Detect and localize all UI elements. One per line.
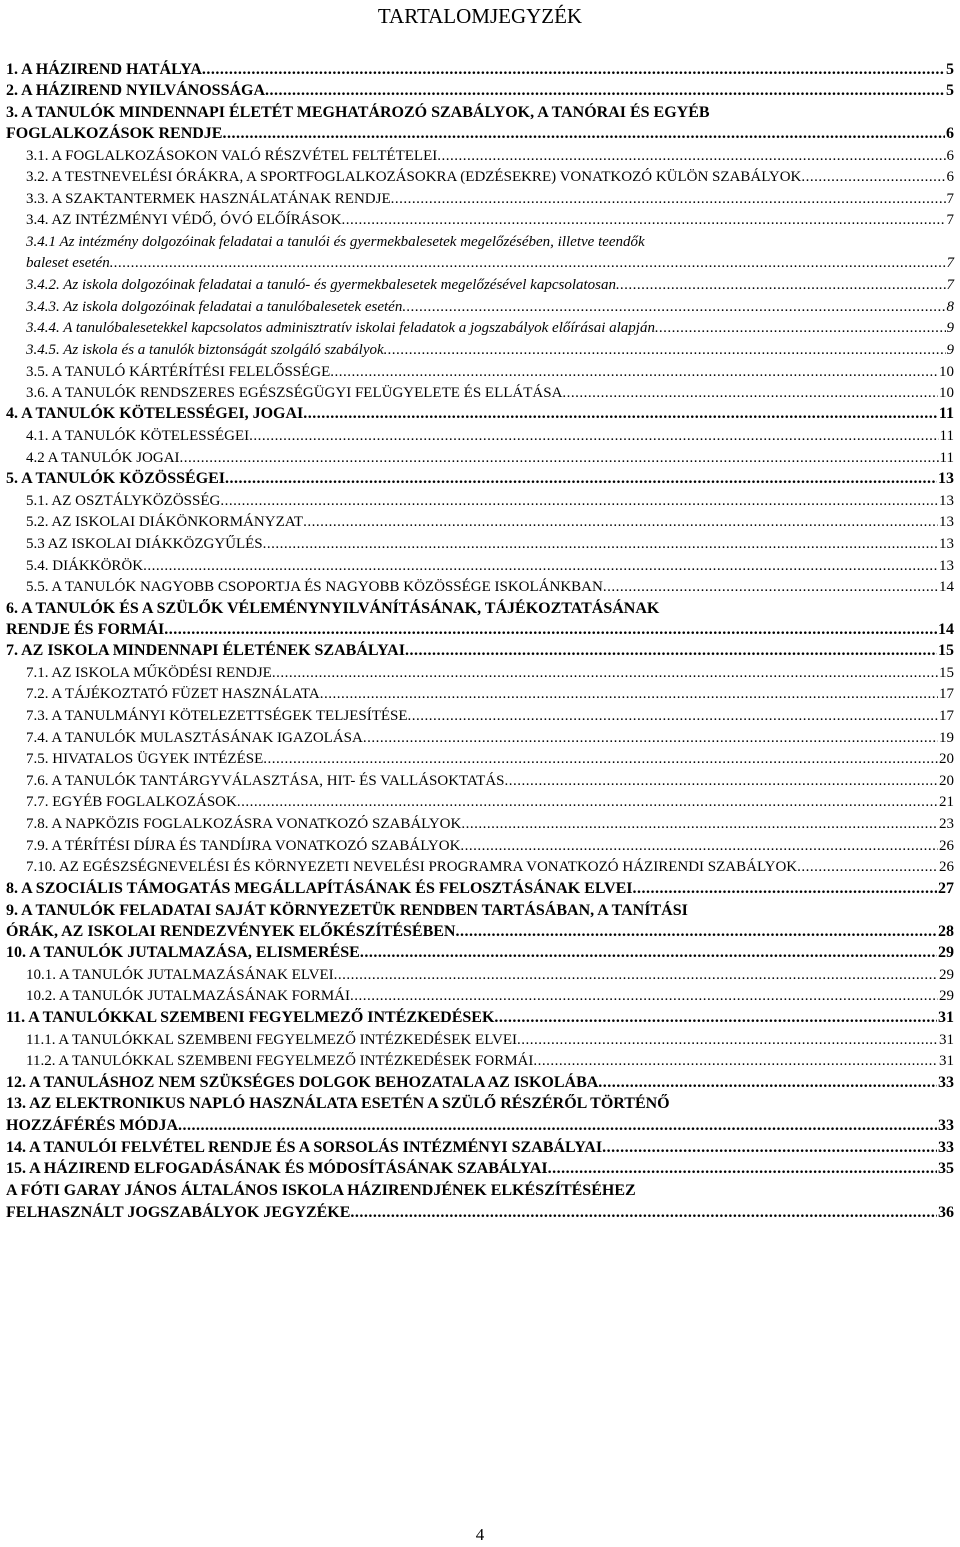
toc-leader-dots xyxy=(263,534,938,554)
toc-entry-label: 4.1. A TANULÓK KÖTELESSÉGEI xyxy=(26,428,250,444)
toc-entry-page: 7 xyxy=(946,212,954,228)
toc-entry-label: 5.5. A TANULÓK NAGYOBB CSOPORTJA ÉS NAGYOBB KÖZÖSSÉGE ISKOLÁNKBAN xyxy=(26,579,603,595)
toc-entry[interactable] xyxy=(26,534,954,554)
toc-entry-page: 27 xyxy=(938,880,954,897)
toc-entry-page: 11 xyxy=(939,428,954,444)
toc-leader-dots xyxy=(598,1073,937,1093)
toc-entry-label: 3.4.4. A tanulóbalesetekkel kapcsolatos adminisztratív iskolai feladatok a jogszabályok előírásai alapján xyxy=(26,320,655,336)
toc-leader-dots xyxy=(143,556,938,576)
toc-entry[interactable] xyxy=(6,1116,954,1136)
toc-entry-label: 3.4.3. Az iskola dolgozóinak feladatai a tanulóbalesetek esetén xyxy=(26,299,403,315)
toc-entry-page: 13 xyxy=(939,558,954,574)
toc-entry[interactable] xyxy=(6,1073,954,1093)
toc-entry-page: 36 xyxy=(938,1204,954,1221)
toc-entry-page: 21 xyxy=(939,794,954,810)
toc-entry-label: 2. A HÁZIREND NYILVÁNOSSÁGA xyxy=(6,82,266,99)
toc-entry[interactable] xyxy=(26,836,954,856)
toc-leader-dots xyxy=(334,965,938,985)
toc-entry-label: 7.9. A TÉRÍTÉSI DÍJRA ÉS TANDÍJRA VONATKOZÓ SZABÁLYOK xyxy=(26,838,461,854)
toc-leader-dots xyxy=(164,620,937,640)
toc-leader-dots xyxy=(616,275,945,295)
toc-entry[interactable] xyxy=(6,1008,954,1028)
toc-leader-dots xyxy=(602,1138,937,1158)
toc-entry-page: 6 xyxy=(946,148,954,164)
toc-entry[interactable] xyxy=(26,771,954,791)
toc-leader-dots xyxy=(797,857,938,877)
toc-leader-dots xyxy=(303,404,938,424)
toc-leader-dots xyxy=(655,318,946,338)
toc-entry[interactable] xyxy=(26,749,954,769)
toc-entry[interactable] xyxy=(26,362,954,382)
toc-entry-label: 7.5. HIVATALOS ÜGYEK INTÉZÉSE xyxy=(26,751,264,767)
toc-entry[interactable] xyxy=(26,1051,954,1071)
toc-entry[interactable] xyxy=(26,146,954,166)
toc-entry[interactable] xyxy=(26,577,954,597)
toc-entry-label: 12. A TANULÁSHOZ NEM SZÜKSÉGES DOLGOK BEHOZATALA AZ ISKOLÁBA xyxy=(6,1074,599,1091)
toc-entry[interactable] xyxy=(6,404,954,424)
toc-entry-page: 14 xyxy=(939,579,954,595)
toc-leader-dots xyxy=(384,340,946,360)
page-number: 4 xyxy=(475,1525,485,1544)
toc-entry-label: 7.6. A TANULÓK TANTÁRGYVÁLASZTÁSA, HIT- ÉS VALLÁSOKTATÁS xyxy=(26,773,505,789)
toc-entry-label: 5.2. AZ ISKOLAI DIÁKÖNKORMÁNYZAT xyxy=(26,514,304,530)
toc-entry[interactable] xyxy=(26,426,954,446)
toc-entry[interactable] xyxy=(26,512,954,532)
toc-entry-page: 29 xyxy=(939,988,954,1004)
toc-entry-label: 5. A TANULÓK KÖZÖSSÉGEI xyxy=(6,470,226,487)
toc-entry-page: 6 xyxy=(946,169,954,185)
toc-entry-page: 29 xyxy=(938,944,954,961)
toc-entry[interactable] xyxy=(6,922,954,942)
toc-entry-page: 9 xyxy=(946,320,954,336)
toc-entry-label: 10.2. A TANULÓK JUTALMAZÁSÁNAK FORMÁI xyxy=(26,988,351,1004)
toc-entry-label: 14. A TANULÓI FELVÉTEL RENDJE ÉS A SORSOLÁS INTÉZMÉNYI SZABÁLYAI xyxy=(6,1139,603,1156)
toc-leader-dots xyxy=(330,362,938,382)
toc-entry-label: 7.4. A TANULÓK MULASZTÁSÁNAK IGAZOLÁSA xyxy=(26,730,363,746)
toc-entry-page: 7 xyxy=(946,277,954,293)
toc-entry-page: 31 xyxy=(939,1053,954,1069)
toc-leader-dots xyxy=(249,426,938,446)
toc-entry-page: 13 xyxy=(939,493,954,509)
toc-leader-dots xyxy=(363,728,938,748)
toc-entry[interactable] xyxy=(26,189,954,209)
toc-entry-page: 11 xyxy=(939,450,954,466)
toc-entry-label: FOGLALKOZÁSOK RENDJE xyxy=(6,125,223,142)
toc-entry-page: 10 xyxy=(939,364,954,380)
toc-entry-label: RENDJE ÉS FORMÁI xyxy=(6,621,165,638)
toc-entry[interactable] xyxy=(26,684,954,704)
toc-entry-heading[interactable]: 13. AZ ELEKTRONIKUS NAPLÓ HASZNÁLATA ESETÉN A SZÜLŐ RÉSZÉRŐL TÖRTÉNŐ xyxy=(6,1095,670,1112)
toc-leader-dots xyxy=(548,1159,937,1179)
toc-entry-page: 20 xyxy=(939,773,954,789)
toc-entry-heading[interactable]: 3.4.1 Az intézmény dolgozóinak feladatai a tanulói és gyermekbalesetek megelőzésében, illetve teendők xyxy=(26,234,645,250)
toc-entry-label: 5.1. AZ OSZTÁLYKÖZÖSSÉG xyxy=(26,493,221,509)
toc-entry-page: 13 xyxy=(939,514,954,530)
toc-leader-dots xyxy=(350,1203,937,1223)
toc-entry-label: 5.3 AZ ISKOLAI DIÁKKÖZGYŰLÉS xyxy=(26,536,263,552)
toc-leader-dots xyxy=(408,706,938,726)
toc-leader-dots xyxy=(225,469,937,489)
toc-entry-label: 3.4.2. Az iskola dolgozóinak feladatai a tanuló- és gyermekbalesetek megelőzésével kapcsolatosan xyxy=(26,277,617,293)
toc-entry-heading[interactable]: 9. A TANULÓK FELADATAI SAJÁT KÖRNYEZETÜK RENDBEN TARTÁSÁBAN, A TANÍTÁSI xyxy=(6,902,688,919)
toc-leader-dots xyxy=(178,1116,937,1136)
toc-entry-label: 7.1. AZ ISKOLA MŰKÖDÉSI RENDJE xyxy=(26,665,272,681)
toc-leader-dots xyxy=(110,253,946,273)
toc-entry-label: 7.8. A NAPKÖZIS FOGLALKOZÁSRA VONATKOZÓ SZABÁLYOK xyxy=(26,816,462,832)
toc-entry-page: 26 xyxy=(939,859,954,875)
toc-leader-dots xyxy=(455,922,937,942)
toc-leader-dots xyxy=(237,792,938,812)
toc-entry-page: 11 xyxy=(938,405,954,422)
toc-leader-dots xyxy=(801,167,945,187)
toc-entry[interactable] xyxy=(6,1203,954,1223)
toc-entry-page: 33 xyxy=(938,1117,954,1134)
toc-entry[interactable] xyxy=(26,253,954,273)
toc-entry-label: 3.4.5. Az iskola és a tanulók biztonságát szolgáló szabályok xyxy=(26,342,384,358)
toc-entry-heading[interactable]: A FÓTI GARAY JÁNOS ÁLTALÁNOS ISKOLA HÁZIRENDJÉNEK ELKÉSZÍTÉSÉHEZ xyxy=(6,1182,636,1199)
toc-entry[interactable] xyxy=(26,1030,954,1050)
toc-leader-dots xyxy=(342,210,946,230)
page-title: TARTALOMJEGYZÉK xyxy=(377,4,583,28)
toc-entry-label: baleset esetén xyxy=(26,255,110,271)
toc-entry-page: 10 xyxy=(939,385,954,401)
toc-entry-label: 10. A TANULÓK JUTALMAZÁSA, ELISMERÉSE xyxy=(6,944,360,961)
toc-entry-label: 4. A TANULÓK KÖTELESSÉGEI, JOGAI xyxy=(6,405,304,422)
toc-entry-page: 7 xyxy=(946,255,954,271)
toc-leader-dots xyxy=(202,60,945,80)
toc-entry-page: 31 xyxy=(938,1009,954,1026)
toc-leader-dots xyxy=(265,81,945,101)
toc-entry[interactable] xyxy=(26,318,954,338)
toc-entry-page: 33 xyxy=(938,1139,954,1156)
toc-entry[interactable] xyxy=(6,1138,954,1158)
toc-entry-label: 11.2. A TANULÓKKAL SZEMBENI FEGYELMEZŐ INTÉZKEDÉSEK FORMÁI xyxy=(26,1053,534,1069)
toc-entry-heading[interactable]: 6. A TANULÓK ÉS A SZÜLŐK VÉLEMÉNYNYILVÁNÍTÁSÁNAK, TÁJÉKOZTATÁSÁNAK xyxy=(6,600,660,617)
toc-entry-page: 8 xyxy=(946,299,954,315)
toc-entry[interactable] xyxy=(6,1159,954,1179)
toc-entry-label: 11. A TANULÓKKAL SZEMBENI FEGYELMEZŐ INTÉZKEDÉSEK xyxy=(6,1009,495,1026)
toc-entry[interactable] xyxy=(26,167,954,187)
toc-leader-dots xyxy=(603,577,938,597)
toc-entry-label: 7.3. A TANULMÁNYI KÖTELEZETTSÉGEK TELJESÍTÉSE xyxy=(26,708,408,724)
toc-entry-label: 4.2 A TANULÓK JOGAI xyxy=(26,450,180,466)
toc-entry-page: 20 xyxy=(939,751,954,767)
toc-entry-label: 15. A HÁZIREND ELFOGADÁSÁNAK ÉS MÓDOSÍTÁSÁNAK SZABÁLYAI xyxy=(6,1160,548,1177)
toc-entry-label: 5.4. DIÁKKÖRÖK xyxy=(26,558,144,574)
toc-entry-label: 11.1. A TANULÓKKAL SZEMBENI FEGYELMEZŐ INTÉZKEDÉSEK ELVEI xyxy=(26,1032,517,1048)
toc-leader-dots xyxy=(303,512,938,532)
toc-entry-page: 35 xyxy=(938,1160,954,1177)
toc-entry-label: 7.7. EGYÉB FOGLALKOZÁSOK xyxy=(26,794,237,810)
toc-entry-page: 15 xyxy=(939,665,954,681)
toc-entry-label: ÓRÁK, AZ ISKOLAI RENDEZVÉNYEK ELŐKÉSZÍTÉSÉBEN xyxy=(6,923,456,940)
toc-entry[interactable] xyxy=(26,663,954,683)
toc-entry-label: 3.2. A TESTNEVELÉSI ÓRÁKRA, A SPORTFOGLALKOZÁSOKRA (EDZÉSEKRE) VONATKOZÓ KÜLÖN SZABÁLYOK xyxy=(26,169,802,185)
toc-entry-page: 5 xyxy=(946,61,954,78)
toc-entry-page: 26 xyxy=(939,838,954,854)
toc-entry-label: 10.1. A TANULÓK JUTALMAZÁSÁNAK ELVEI xyxy=(26,967,334,983)
toc-entry-label: 1. A HÁZIREND HATÁLYA xyxy=(6,61,202,78)
toc-entry[interactable] xyxy=(6,641,954,661)
toc-entry-page: 9 xyxy=(946,342,954,358)
toc-entry-label: 7.2. A TÁJÉKOZTATÓ FÜZET HASZNÁLATA xyxy=(26,686,320,702)
toc-entry[interactable] xyxy=(26,383,954,403)
toc-leader-dots xyxy=(494,1008,937,1028)
toc-leader-dots xyxy=(272,663,938,683)
toc-entry[interactable] xyxy=(26,210,954,230)
toc-entry-page: 5 xyxy=(946,82,954,99)
toc-leader-dots xyxy=(461,814,938,834)
toc-entry[interactable] xyxy=(26,297,954,317)
toc-leader-dots xyxy=(360,943,937,963)
toc-entry-heading[interactable]: 3. A TANULÓK MINDENNAPI ÉLETÉT MEGHATÁROZÓ SZABÁLYOK, A TANÓRAI ÉS EGYÉB xyxy=(6,104,710,121)
toc-entry[interactable] xyxy=(6,124,954,144)
toc-leader-dots xyxy=(180,448,939,468)
toc-leader-dots xyxy=(437,146,945,166)
toc-entry[interactable] xyxy=(6,81,954,101)
toc-entry-label: FELHASZNÁLT JOGSZABÁLYOK JEGYZÉKE xyxy=(6,1204,351,1221)
toc-leader-dots xyxy=(405,641,937,661)
toc-entry[interactable] xyxy=(6,943,954,963)
toc-entry-page: 31 xyxy=(939,1032,954,1048)
toc-entry-page: 17 xyxy=(939,686,954,702)
toc-entry-page: 13 xyxy=(939,536,954,552)
toc-entry-label: HOZZÁFÉRÉS MÓDJA xyxy=(6,1117,179,1134)
toc-entry[interactable] xyxy=(6,60,954,80)
toc-entry-label: 3.4. AZ INTÉZMÉNYI VÉDŐ, ÓVÓ ELŐÍRÁSOK xyxy=(26,212,342,228)
toc-entry[interactable] xyxy=(26,728,954,748)
toc-entry[interactable] xyxy=(26,275,954,295)
toc-leader-dots xyxy=(402,297,945,317)
toc-entry[interactable] xyxy=(26,706,954,726)
toc-entry[interactable] xyxy=(26,556,954,576)
toc-entry-label: 7. AZ ISKOLA MINDENNAPI ÉLETÉNEK SZABÁLYAI xyxy=(6,642,405,659)
toc-entry-label: 7.10. AZ EGÉSZSÉGNEVELÉSI ÉS KÖRNYEZETI NEVELÉSI PROGRAMRA VONATKOZÓ HÁZIRENDI SZABÁLYOK xyxy=(26,859,798,875)
toc-entry[interactable] xyxy=(26,857,954,877)
toc-entry-page: 28 xyxy=(938,923,954,940)
toc-entry-page: 15 xyxy=(938,642,954,659)
toc-leader-dots xyxy=(222,124,945,144)
toc-entry[interactable] xyxy=(26,792,954,812)
toc-leader-dots xyxy=(320,684,938,704)
toc-entry-label: 3.3. A SZAKTANTERMEK HASZNÁLATÁNAK RENDJE xyxy=(26,191,391,207)
toc-entry-label: 3.5. A TANULÓ KÁRTÉRÍTÉSI FELELŐSSÉGE xyxy=(26,364,331,380)
toc-entry[interactable] xyxy=(26,965,954,985)
toc-leader-dots xyxy=(460,836,938,856)
toc-entry-page: 19 xyxy=(939,730,954,746)
toc-entry-page: 7 xyxy=(946,191,954,207)
toc-entry-label: 8. A SZOCIÁLIS TÁMOGATÁS MEGÁLLAPÍTÁSÁNAK ÉS FELOSZTÁSÁNAK ELVEI xyxy=(6,880,633,897)
toc-entry[interactable] xyxy=(26,448,954,468)
toc-leader-dots xyxy=(517,1030,938,1050)
toc-leader-dots xyxy=(562,383,938,403)
toc-entry-page: 29 xyxy=(939,967,954,983)
toc-entry-page: 13 xyxy=(938,470,954,487)
toc-leader-dots xyxy=(633,879,937,899)
toc-entry-label: 3.1. A FOGLALKOZÁSOKON VALÓ RÉSZVÉTEL FELTÉTELEI xyxy=(26,148,438,164)
toc-leader-dots xyxy=(350,986,938,1006)
toc-entry-page: 14 xyxy=(938,621,954,638)
toc-entry[interactable] xyxy=(26,986,954,1006)
toc-entry[interactable] xyxy=(6,879,954,899)
toc-entry-page: 17 xyxy=(939,708,954,724)
toc-entry-page: 6 xyxy=(946,125,954,142)
toc-entry[interactable] xyxy=(6,469,954,489)
toc-leader-dots xyxy=(391,189,946,209)
toc-entry[interactable] xyxy=(26,814,954,834)
toc-leader-dots xyxy=(263,749,938,769)
toc-leader-dots xyxy=(533,1051,938,1071)
toc-entry-label: 3.6. A TANULÓK RENDSZERES EGÉSZSÉGÜGYI FELÜGYELETE ÉS ELLÁTÁSA xyxy=(26,385,563,401)
toc-leader-dots xyxy=(220,491,938,511)
toc-entry[interactable] xyxy=(26,340,954,360)
toc-entry-page: 23 xyxy=(939,816,954,832)
toc-entry[interactable] xyxy=(6,620,954,640)
toc-entry-page: 33 xyxy=(938,1074,954,1091)
toc-entry[interactable] xyxy=(26,491,954,511)
toc-leader-dots xyxy=(505,771,938,791)
